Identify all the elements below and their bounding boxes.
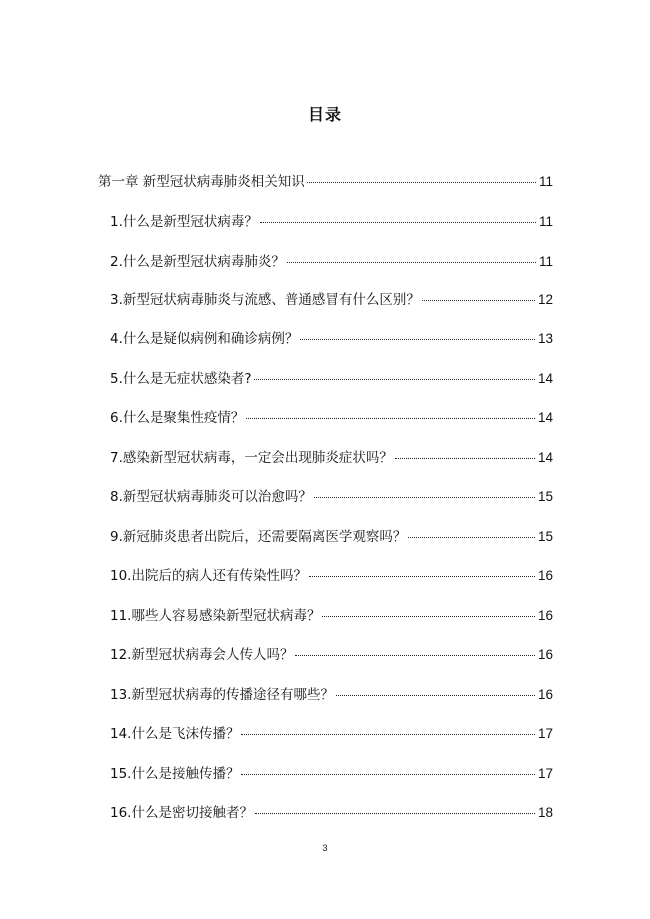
dot-leader <box>395 457 535 459</box>
toc-entry-page: 17 <box>537 726 553 741</box>
toc-entry-page: 14 <box>537 410 553 425</box>
dot-leader <box>295 654 534 656</box>
page-number: 3 <box>322 843 328 853</box>
toc-entry-label: 1.什么是新型冠状病毒？ <box>110 214 258 230</box>
toc-entry-page: 15 <box>537 529 553 544</box>
toc-entry[interactable] <box>110 528 553 546</box>
toc-entry-page: 16 <box>537 647 553 662</box>
dot-leader <box>255 812 535 814</box>
toc-entry-label: 15.什么是接触传播？ <box>110 766 240 782</box>
toc-entry-page: 12 <box>537 292 553 307</box>
toc-entry[interactable] <box>110 330 553 348</box>
toc-entry-page: 14 <box>537 371 553 386</box>
toc-entry[interactable] <box>110 607 553 625</box>
toc-entry-label: 6.什么是聚集性疫情？ <box>110 410 245 426</box>
toc-entry[interactable] <box>110 765 553 783</box>
toc-entry[interactable] <box>110 291 553 309</box>
dot-leader <box>241 773 534 775</box>
toc-entry-label: 16.什么是密切接触者？ <box>110 805 253 821</box>
toc-entry-page: 11 <box>538 254 553 269</box>
toc-entry[interactable] <box>110 488 553 506</box>
toc-entry-label: 13.新型冠状病毒的传播途径有哪些？ <box>110 687 334 703</box>
dot-leader <box>241 733 534 735</box>
toc-entry[interactable] <box>110 213 553 231</box>
toc-title: 目录 <box>307 105 342 124</box>
toc-entry-page: 16 <box>537 687 553 702</box>
toc-entry-page: 16 <box>537 608 553 623</box>
toc-entry[interactable] <box>110 725 553 743</box>
toc-entry-page: 11 <box>538 174 553 189</box>
dot-leader <box>422 299 535 301</box>
toc-entry-label: 11.哪些人容易感染新型冠状病毒？ <box>110 608 321 624</box>
dot-leader <box>300 338 535 340</box>
dot-leader <box>314 496 535 498</box>
toc-entry-label: 第一章 新型冠状病毒肺炎相关知识 <box>98 174 305 190</box>
toc-entry[interactable] <box>110 449 553 467</box>
toc-entry-label: 10.出院后的病人还有传染性吗？ <box>110 568 307 584</box>
dot-leader <box>408 536 535 538</box>
toc-entry-page: 14 <box>537 450 553 465</box>
toc-entry-label: 12.新型冠状病毒会人传人吗？ <box>110 647 294 663</box>
toc-entry-page: 18 <box>537 805 553 820</box>
toc-entry-label: 2.什么是新型冠状病毒肺炎？ <box>110 254 285 270</box>
toc-entry[interactable] <box>110 686 553 704</box>
toc-entry-label: 5.什么是无症状感染者? <box>110 371 252 387</box>
toc-entry-label: 9.新冠肺炎患者出院后，还需要隔离医学观察吗？ <box>110 529 407 545</box>
toc-entry-label: 3.新型冠状病毒肺炎与流感、普通感冒有什么区别？ <box>110 292 420 308</box>
toc-entry-page: 13 <box>537 331 553 346</box>
toc-entry[interactable] <box>110 804 553 822</box>
toc-entry-label: 7.感染新型冠状病毒，一定会出现肺炎症状吗？ <box>110 450 393 466</box>
dot-leader <box>336 694 535 696</box>
dot-leader <box>309 575 535 577</box>
toc-entry[interactable] <box>110 370 553 388</box>
toc-entry-label: 14.什么是飞沫传播？ <box>110 726 240 742</box>
dot-leader <box>322 615 534 617</box>
dot-leader <box>260 221 536 223</box>
toc-entry[interactable] <box>110 646 553 664</box>
toc-entry-page: 15 <box>537 489 553 504</box>
toc-chapter-entry[interactable] <box>98 173 553 191</box>
toc-entry-label: 4.什么是疑似病例和确诊病例？ <box>110 331 299 347</box>
toc-entry[interactable] <box>110 409 553 427</box>
dot-leader <box>246 417 535 419</box>
dot-leader <box>287 261 536 263</box>
toc-entry-page: 11 <box>538 214 553 229</box>
dot-leader <box>254 378 535 380</box>
dot-leader <box>307 181 536 183</box>
toc-entry-label: 8.新型冠状病毒肺炎可以治愈吗？ <box>110 489 312 505</box>
toc-entry-page: 17 <box>537 766 553 781</box>
toc-entry[interactable] <box>110 253 553 271</box>
toc-entry-page: 16 <box>537 568 553 583</box>
toc-entry[interactable] <box>110 567 553 585</box>
